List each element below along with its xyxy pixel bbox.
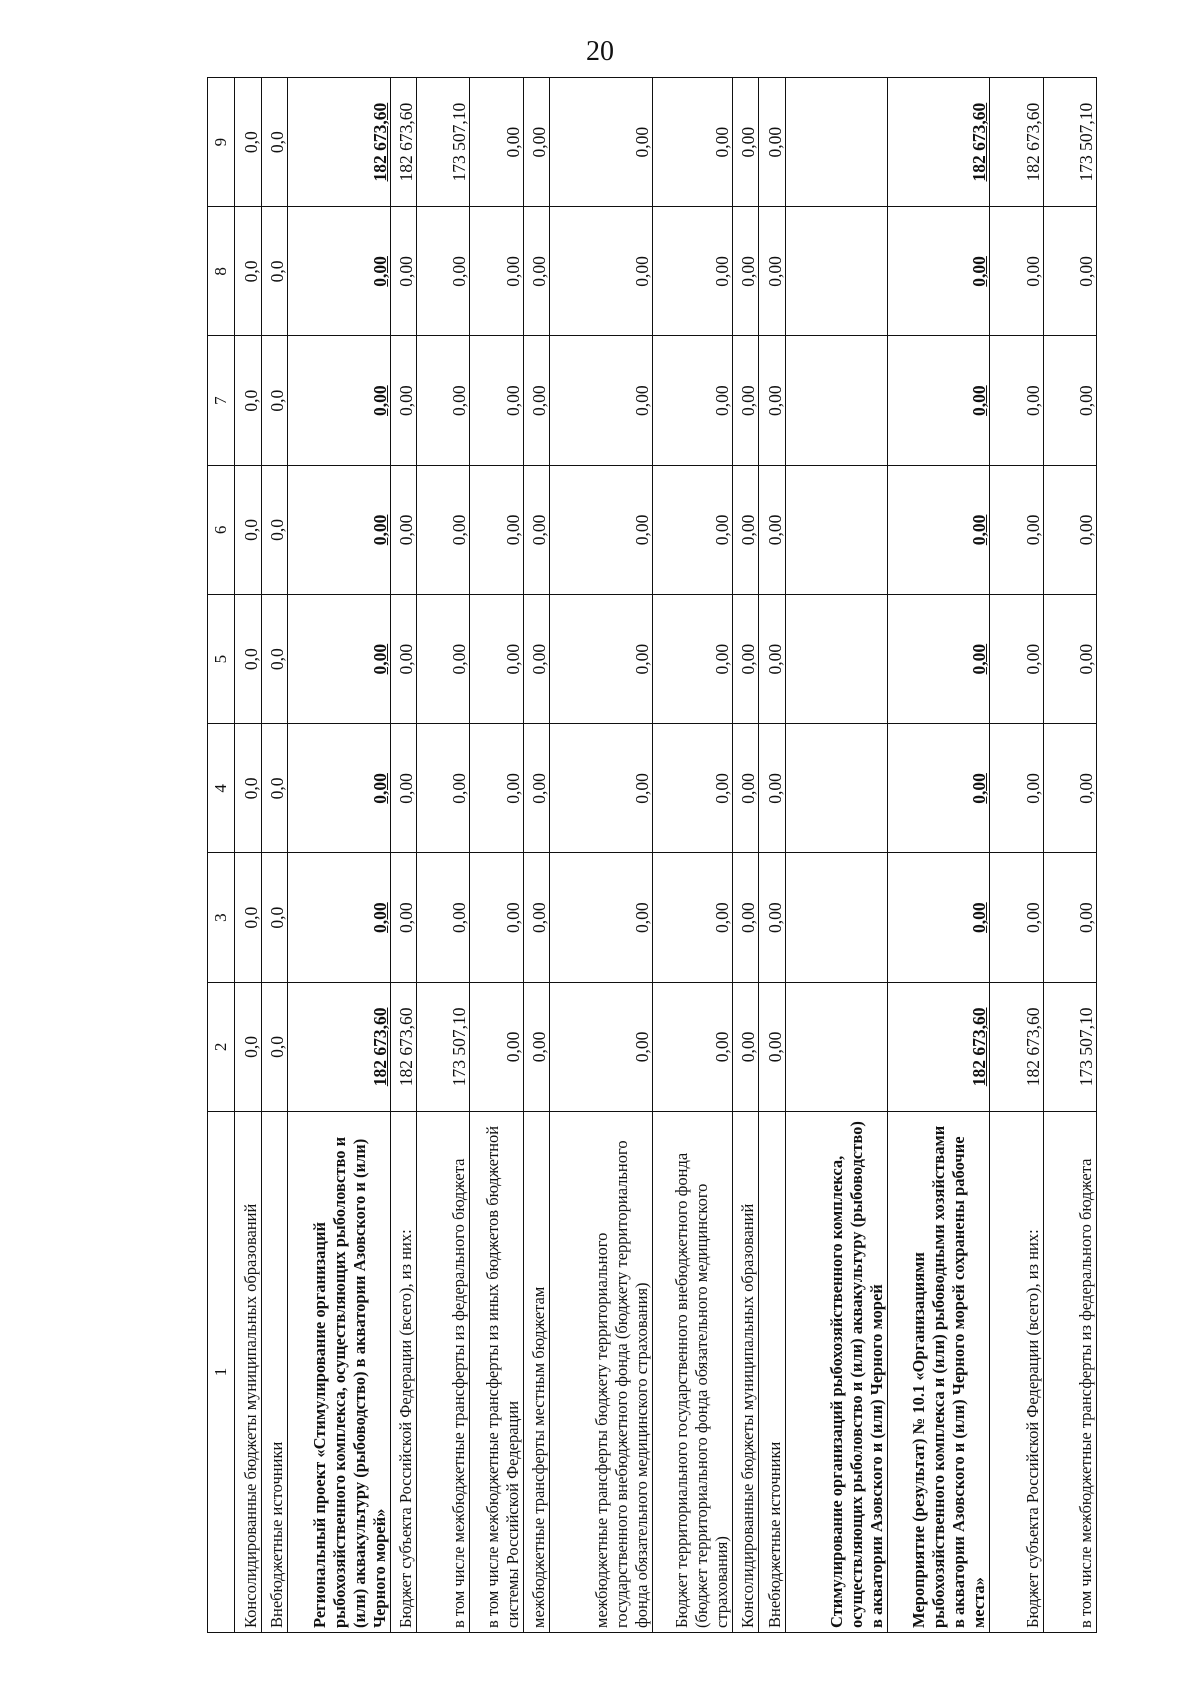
value-cell: 0,00 [390,724,417,853]
rotated-table-container [207,78,1097,1633]
table-row [235,78,262,1633]
value-cell: 0,0 [261,78,288,207]
value-cell: 0,00 [523,78,550,207]
value-cell: 0,00 [523,724,550,853]
value-cell [785,207,887,336]
row-label: межбюджетные трансферты местным бюджетам [523,1112,550,1633]
value-cell: 0,00 [417,724,470,853]
value-cell: 0,00 [759,724,786,853]
row-label: Стимулирование организаций рыбохозяйственного комплекса, осуществляющих рыболовство и (или) аквакультуру (рыбоводство) в акватории Азовского и (или) Черного морей [785,1112,887,1633]
value-cell: 0,00 [550,724,652,853]
value-cell: 0,00 [652,336,732,465]
row-label: Внебюджетные источники [759,1112,786,1633]
value-cell: 182 673,60 [990,982,1043,1111]
value-cell: 0,0 [235,853,262,982]
col-header: 9 [208,78,235,207]
value-cell: 0,00 [550,336,652,465]
value-cell [785,982,887,1111]
table-row [759,78,786,1633]
value-cell: 0,00 [288,853,390,982]
value-cell: 0,00 [417,207,470,336]
value-cell: 0,00 [652,595,732,724]
value-cell: 0,00 [652,465,732,594]
value-cell: 0,00 [470,465,523,594]
value-cell: 0,00 [652,207,732,336]
row-label: Внебюджетные источники [261,1112,288,1633]
table-row [1043,78,1096,1633]
value-cell: 0,00 [470,78,523,207]
table-row [288,78,390,1633]
value-cell: 0,00 [732,465,759,594]
row-label: Бюджет территориального государственного внебюджетного фонда (бюджет территориального фонда обязательного медицинского страхования) [652,1112,732,1633]
value-cell: 0,00 [417,853,470,982]
col-header: 4 [208,724,235,853]
table-row [417,78,470,1633]
value-cell: 0,00 [732,982,759,1111]
value-cell: 0,00 [732,724,759,853]
value-cell: 0,00 [523,853,550,982]
value-cell: 0,00 [732,853,759,982]
budget-table [207,77,1097,1633]
value-cell: 182 673,60 [888,78,990,207]
value-cell: 0,00 [523,336,550,465]
value-cell: 0,00 [759,207,786,336]
value-cell: 0,0 [261,465,288,594]
value-cell: 0,0 [261,595,288,724]
table-row [652,78,732,1633]
value-cell: 0,00 [732,78,759,207]
row-label: Региональный проект «Стимулирование организаций рыбохозяйственного комплекса, осуществляющих рыболовство и (или) аквакультуру (рыбоводство) в акватории Азовского и (или) Черного морей» [288,1112,390,1633]
value-cell: 0,00 [759,336,786,465]
value-cell: 182 673,60 [990,78,1043,207]
value-cell: 0,0 [235,595,262,724]
value-cell: 0,00 [759,465,786,594]
value-cell: 0,00 [470,853,523,982]
value-cell: 0,00 [390,207,417,336]
value-cell: 182 673,60 [288,982,390,1111]
value-cell: 0,00 [759,78,786,207]
value-cell: 0,0 [261,336,288,465]
header-row [208,78,235,1633]
page-number: 20 [586,36,614,67]
value-cell: 0,0 [235,724,262,853]
value-cell: 182 673,60 [390,982,417,1111]
value-cell: 0,00 [417,595,470,724]
value-cell: 0,00 [470,207,523,336]
value-cell: 0,00 [550,78,652,207]
row-label: в том числе межбюджетные трансферты из федерального бюджета [417,1112,470,1633]
value-cell: 0,00 [1043,336,1096,465]
col-header: 3 [208,853,235,982]
value-cell: 0,00 [759,853,786,982]
value-cell: 0,00 [1043,724,1096,853]
value-cell: 0,00 [1043,853,1096,982]
value-cell: 173 507,10 [1043,78,1096,207]
row-label: Консолидированные бюджеты муниципальных образований [235,1112,262,1633]
value-cell: 0,0 [261,724,288,853]
table-row [732,78,759,1633]
col-header: 1 [208,1112,235,1633]
row-label: Бюджет субъекта Российской Федерации (всего), из них: [990,1112,1043,1633]
value-cell: 0,00 [417,336,470,465]
value-cell: 0,00 [990,853,1043,982]
row-label: Консолидированные бюджеты муниципальных образований [732,1112,759,1633]
value-cell: 0,00 [732,207,759,336]
value-cell: 0,00 [417,465,470,594]
table-row [261,78,288,1633]
value-cell: 0,00 [288,595,390,724]
value-cell: 0,00 [990,724,1043,853]
value-cell: 0,00 [732,595,759,724]
value-cell: 0,0 [235,78,262,207]
value-cell: 0,00 [732,336,759,465]
value-cell: 0,00 [652,78,732,207]
value-cell: 0,00 [1043,595,1096,724]
value-cell: 0,00 [470,336,523,465]
value-cell: 0,00 [288,724,390,853]
value-cell: 0,00 [990,336,1043,465]
value-cell: 0,00 [652,724,732,853]
value-cell: 0,00 [888,595,990,724]
table-row [888,78,990,1633]
value-cell: 0,0 [261,207,288,336]
col-header: 5 [208,595,235,724]
value-cell: 0,00 [550,465,652,594]
value-cell: 173 507,10 [417,982,470,1111]
value-cell: 0,00 [888,724,990,853]
value-cell: 0,00 [759,595,786,724]
value-cell: 0,00 [470,724,523,853]
value-cell: 173 507,10 [1043,982,1096,1111]
value-cell: 0,00 [652,982,732,1111]
table-row [523,78,550,1633]
value-cell: 182 673,60 [288,78,390,207]
col-header: 2 [208,982,235,1111]
value-cell [785,78,887,207]
table-row [785,78,887,1633]
value-cell: 0,00 [523,465,550,594]
value-cell: 0,00 [550,982,652,1111]
value-cell: 0,00 [990,207,1043,336]
value-cell: 0,00 [390,336,417,465]
value-cell [785,853,887,982]
value-cell: 0,00 [470,982,523,1111]
col-header: 8 [208,207,235,336]
value-cell: 182 673,60 [888,982,990,1111]
row-label: межбюджетные трансферты бюджету территориального государственного внебюджетного фонда (бюджету территориального фонда обязательного медицинского страхования) [550,1112,652,1633]
row-label: в том числе межбюджетные трансферты из федерального бюджета [1043,1112,1096,1633]
value-cell: 0,00 [550,853,652,982]
value-cell: 0,00 [888,336,990,465]
value-cell [785,724,887,853]
row-label: в том числе межбюджетные трансферты из иных бюджетов бюджетной системы Российской Федерации [470,1112,523,1633]
value-cell: 0,00 [288,336,390,465]
value-cell: 0,0 [261,982,288,1111]
row-label: Мероприятие (результат) № 10.1 «Организациями рыбохозяйственного комплекса и (или) рыбоводными хозяйствами в акватории Азовского и (или) Черного морей сохранены рабочие места» [888,1112,990,1633]
value-cell: 0,00 [288,207,390,336]
table-row [990,78,1043,1633]
value-cell [785,465,887,594]
value-cell: 0,0 [235,982,262,1111]
value-cell: 0,00 [550,207,652,336]
value-cell: 173 507,10 [417,78,470,207]
table-row [390,78,417,1633]
value-cell: 0,00 [990,465,1043,594]
value-cell: 0,00 [523,207,550,336]
value-cell: 0,00 [390,595,417,724]
value-cell: 0,00 [888,207,990,336]
value-cell: 0,00 [1043,207,1096,336]
value-cell: 182 673,60 [390,78,417,207]
row-label: Бюджет субъекта Российской Федерации (всего), из них: [390,1112,417,1633]
value-cell: 0,00 [759,982,786,1111]
value-cell: 0,00 [523,982,550,1111]
value-cell: 0,00 [470,595,523,724]
value-cell: 0,00 [288,465,390,594]
value-cell: 0,0 [261,853,288,982]
value-cell: 0,00 [888,465,990,594]
value-cell: 0,00 [550,595,652,724]
value-cell: 0,00 [390,853,417,982]
table-row [470,78,523,1633]
value-cell: 0,00 [652,853,732,982]
value-cell: 0,00 [990,595,1043,724]
value-cell: 0,0 [235,207,262,336]
value-cell: 0,00 [390,465,417,594]
value-cell: 0,0 [235,465,262,594]
value-cell [785,336,887,465]
value-cell: 0,00 [523,595,550,724]
col-header: 6 [208,465,235,594]
value-cell [785,595,887,724]
value-cell: 0,00 [888,853,990,982]
value-cell: 0,00 [1043,465,1096,594]
col-header: 7 [208,336,235,465]
table-row [550,78,652,1633]
value-cell: 0,0 [235,336,262,465]
